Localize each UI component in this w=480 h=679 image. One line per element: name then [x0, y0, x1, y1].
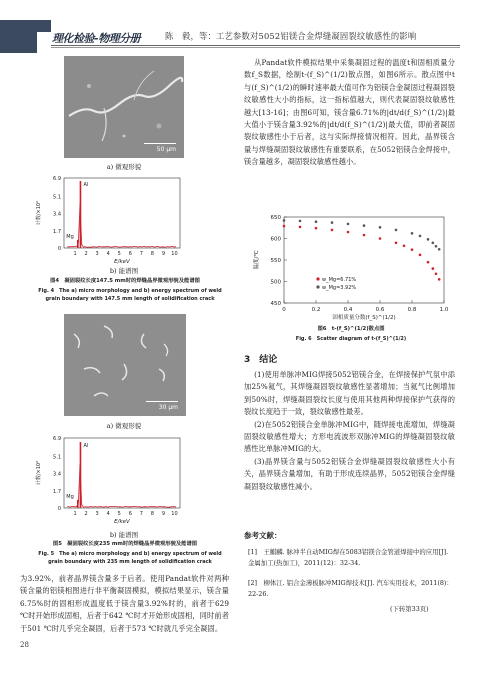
fig4-eds-xtick: 8 — [150, 251, 154, 257]
fig4-eds-xlabel: E/keV — [114, 259, 130, 265]
fig6-ytick: 600 — [270, 236, 281, 243]
fig4-sub-a: a) 微观形貌 — [106, 163, 142, 171]
fig6-point-series2 — [411, 232, 414, 235]
fig6-xtick: 0.4 — [343, 307, 353, 313]
fig6-caption-zh: 图6 t-(f_S)^(1/2)散点图 — [317, 326, 385, 332]
fig6-point-series1 — [419, 254, 422, 257]
fig6-point-series1 — [315, 227, 318, 230]
fig5-eds-xtick: 3 — [95, 511, 99, 517]
fig6-point-series2 — [432, 242, 435, 245]
fig5-eds-xtick: 8 — [150, 511, 154, 517]
fig4-eds-xtick: 9 — [161, 251, 166, 257]
fig4-eds-xtick: 2 — [84, 251, 88, 257]
fig5-eds-ytick: 5.1 — [53, 454, 61, 461]
fig5-caption-en-2: grain boundary with 235 mm length of solidification crack — [48, 559, 212, 565]
fig4-eds-ylabel: 计数/×10² — [36, 200, 42, 226]
fig6-point-series2 — [435, 245, 438, 248]
fig5-eds-spectrum — [30, 432, 190, 532]
fig6-point-series1 — [299, 226, 302, 229]
fig6-ytick: 650 — [270, 215, 281, 221]
fig6-point-series1 — [331, 229, 334, 232]
fig6-point-series1 — [438, 278, 441, 281]
fig6-point-series2 — [379, 226, 382, 229]
fig4-caption-en-2: grain boundary with 147.5 mm length of solidification crack — [45, 296, 215, 302]
fig6-ytick: 500 — [270, 279, 281, 286]
fig6-point-series2 — [438, 248, 441, 251]
fig6-xtick: 0.8 — [407, 307, 417, 313]
fig6-legend-label-2: w_Mg=3.92% — [322, 285, 357, 291]
fig5-caption-en-1: Fig. 5 The a) micro morphology and b) energy spectrum of weld — [38, 551, 222, 557]
fig4-eds-ytick: 5.1 — [53, 194, 61, 201]
fig4-eds-peak-label-Al: Al — [83, 182, 89, 189]
fig5-micrograph — [64, 314, 186, 416]
fig6-point-series1 — [395, 242, 398, 245]
fig4-eds-xtick: 4 — [106, 251, 110, 257]
fig5-eds-xtick: 1 — [73, 511, 77, 517]
fig6-point-series1 — [432, 267, 435, 270]
fig6-point-series1 — [435, 272, 438, 275]
fig5-eds-xtick: 5 — [117, 511, 121, 517]
fig4-eds-xtick: 1 — [73, 251, 77, 257]
right-paragraph-1 — [244, 57, 455, 169]
fig6-point-series2 — [299, 220, 302, 223]
conclusion-1: (1)使用单脉冲MIG焊接5052铝镁合金，在焊接保护气氛中添加25%氦气，其焊缝凝固裂纹敏感性显著增加；当氦气比例增加到50%时，焊缝凝固裂纹长度与使用其他两种焊接保护气获得的裂纹长度趋于一致，裂纹敏感性最差。 — [244, 370, 455, 417]
reference-2: [2] 柳体江. 铝合金薄板脉冲MIG焊技术[J]. 汽车实用技术，2011(8)：22-26. — [248, 579, 453, 598]
fig6-point-series2 — [427, 238, 430, 241]
left-paragraph: 为3.92%，前者晶界镁含量多于后者。使用Pandat软件对两种镁含量的铝镁相图进行非平衡凝固模拟，模拟结果显示，镁含量6.75%时的固相形成温度低于镁含量3.92%时的，前者于629 ℃时开始形成固相，后者于642 ℃时才开始形成固相，同时前者于501 ℃时几乎完全凝固，后者于573 ℃时就几乎完全凝固。 — [20, 574, 229, 633]
fig6-point-series2 — [347, 223, 350, 226]
journal-logo-tab — [37, 20, 51, 32]
fig6-point-series2 — [283, 219, 286, 222]
fig6-legend-label-1: w_Mg=6.71% — [322, 277, 357, 283]
fig6-xtick: 1.0 — [439, 307, 449, 313]
conclusion-3: (3)晶界镁含量与5052铝镁合金焊缝凝固裂纹敏感性大小有关，晶界镁含量增加，有助于形成连续晶界，5052铝镁合金焊缝凝固裂纹敏感性减小。 — [244, 456, 455, 491]
journal-logo-block — [0, 20, 37, 53]
fig6-point-series1 — [427, 261, 430, 264]
references-title: 参考文献： — [244, 531, 282, 540]
fig4-eds-peak-label-Mg: Mg — [66, 233, 74, 240]
fig4-scale-bar — [144, 143, 176, 144]
left-body-text — [20, 573, 229, 635]
fig6-caption-en: Fig. 6 Scatter diagram of t-(f_S)^(1/2) — [295, 336, 407, 342]
fig6-xlabel: 固相质量分数(f_S)^(1/2) — [332, 315, 396, 321]
section-title: 3 结论 — [244, 355, 278, 365]
fig4-eds-ytick: 3.4 — [53, 211, 61, 218]
fig5-eds-xtick: 2 — [84, 511, 88, 517]
fig4-eds-xtick: 7 — [139, 251, 143, 257]
fig5-eds-ylabel: 计数/×10² — [36, 460, 42, 486]
fig6-ytick: 450 — [270, 301, 281, 307]
fig6-point-series1 — [363, 234, 366, 237]
fig5-eds-ytick: 6.9 — [53, 436, 61, 442]
fig5-eds-xtick: 10 — [171, 511, 178, 517]
fig4-eds-spectrum-line — [67, 204, 176, 247]
fig6-ytick: 550 — [270, 258, 281, 264]
continued-note: (下转第33页) — [390, 605, 429, 613]
fig5-caption-zh: 图5 凝固裂纹长度235 mm时的焊缝晶界微观形貌及能谱图 — [52, 541, 198, 547]
fig4-eds-ytick: 0 — [57, 246, 61, 252]
fig6-point-series2 — [315, 220, 318, 223]
fig6-point-series2 — [395, 229, 398, 232]
fig5-scale-label: 30 μm — [158, 404, 178, 411]
fig4-eds-spectrum — [30, 172, 190, 270]
reference-1: [1] 王麒麟. 脉冲半自动MIG焊在5083铝镁合金管道焊接中的应用[J]. 金属加工(热加工)，2011(12)：32-34. — [248, 548, 449, 567]
fig6-point-series1 — [411, 248, 414, 251]
conclusion-2: (2)在5052铝镁合金单脉冲MIG中，随焊接电流增加，焊缝凝固裂纹敏感性增大；方形电流波形双脉冲MIG的焊缝凝固裂纹敏感性比单脉冲MIG的大。 — [244, 419, 455, 454]
fig5-eds-spectrum-line — [67, 464, 176, 507]
fig6-point-series2 — [363, 224, 366, 227]
fig6-xtick: 0 — [282, 307, 286, 313]
fig4-eds-xtick: 6 — [128, 251, 132, 257]
header-rule-thin — [51, 47, 460, 48]
fig5-sub-a: a) 微观形貌 — [106, 422, 142, 430]
fig6-scatter-chart — [246, 213, 456, 325]
fig5-eds-ytick: 3.4 — [53, 471, 61, 478]
fig4-caption-en-1: Fig. 4 The a) micro morphology and b) energy spectrum of weld — [38, 288, 222, 294]
fig5-eds-xtick: 7 — [139, 511, 143, 517]
fig6-point-series1 — [283, 225, 286, 228]
right-p1-text: 从Pandat软件模拟结果中采集凝固过程的温度t和固相质量分数f_S数据，绘制t-(f_S)^(1/2)散点图，如图6所示。散点图中t与(f_S)^(1/2)的瞬时速率最大值可作为铝镁合金凝固过程凝固裂纹敏感性大小的指标，这一指标值越大，则代表凝固裂纹敏感性越大[13-16]；由图6可知，镁含量6.71%的|dt/d(f_S)^(1/2)|最大值小于镁含量3.92%的|dt/d(f_S)^(1/2)|最大值，即前者凝固裂纹敏感性小于后者，这与实际焊接情况相符。因此，晶界镁含量与焊缝凝固裂纹敏感性有重要联系，在5052铝镁合金焊接中，镁含量越多，凝固裂纹敏感性越小。 — [244, 58, 455, 167]
fig4-eds-ytick: 6.9 — [53, 176, 61, 182]
fig4-caption-zh: 图4 凝固裂纹长度147.5 mm时的焊缝晶界微观形貌及能谱图 — [50, 278, 200, 284]
fig5-eds-xtick: 6 — [128, 511, 132, 517]
header-rule — [51, 45, 460, 46]
fig6-legend-marker-1 — [316, 277, 319, 280]
running-title: 陈 毅，等：工艺参数对5052铝镁合金焊缝凝固裂纹敏感性的影响 — [165, 31, 417, 41]
fig4-scale-label: 50 μm — [156, 146, 176, 153]
fig6-point-series1 — [347, 231, 350, 234]
fig6-point-series1 — [403, 245, 406, 248]
conclusions — [244, 369, 455, 493]
fig5-eds-peak-label-Al: Al — [83, 443, 89, 450]
fig5-eds-ytick: 0 — [57, 506, 61, 512]
fig5-scale-bar — [146, 401, 178, 402]
fig5-eds-ytick: 1.7 — [53, 488, 61, 495]
fig6-legend-marker-2 — [316, 285, 319, 288]
fig4-eds-ytick: 1.7 — [53, 228, 61, 235]
journal-logo-text: 理化检验-物理分册 — [52, 32, 141, 45]
fig6-xtick: 0.6 — [375, 307, 385, 313]
fig6-point-series2 — [419, 235, 422, 238]
fig6-ylabel: 温度/℃ — [254, 250, 260, 270]
page-number: 28 — [20, 641, 29, 649]
fig5-sub-b: b) 能谱图 — [109, 531, 139, 539]
fig5-eds-xtick: 9 — [161, 511, 166, 517]
fig6-frame — [284, 217, 444, 303]
fig6-point-series2 — [331, 221, 334, 224]
fig5-eds-xlabel: E/keV — [114, 519, 130, 525]
fig4-eds-xtick: 10 — [171, 251, 178, 257]
fig5-eds-peak-label-Mg: Mg — [66, 493, 74, 500]
fig4-sub-b: b) 能谱图 — [109, 267, 139, 275]
fig6-xtick: 0.2 — [311, 307, 321, 313]
fig4-eds-xtick: 5 — [117, 251, 121, 257]
fig6-point-series1 — [379, 237, 382, 240]
fig4-micrograph — [64, 56, 184, 158]
fig5-eds-xtick: 4 — [106, 511, 110, 517]
fig4-eds-xtick: 3 — [95, 251, 99, 257]
